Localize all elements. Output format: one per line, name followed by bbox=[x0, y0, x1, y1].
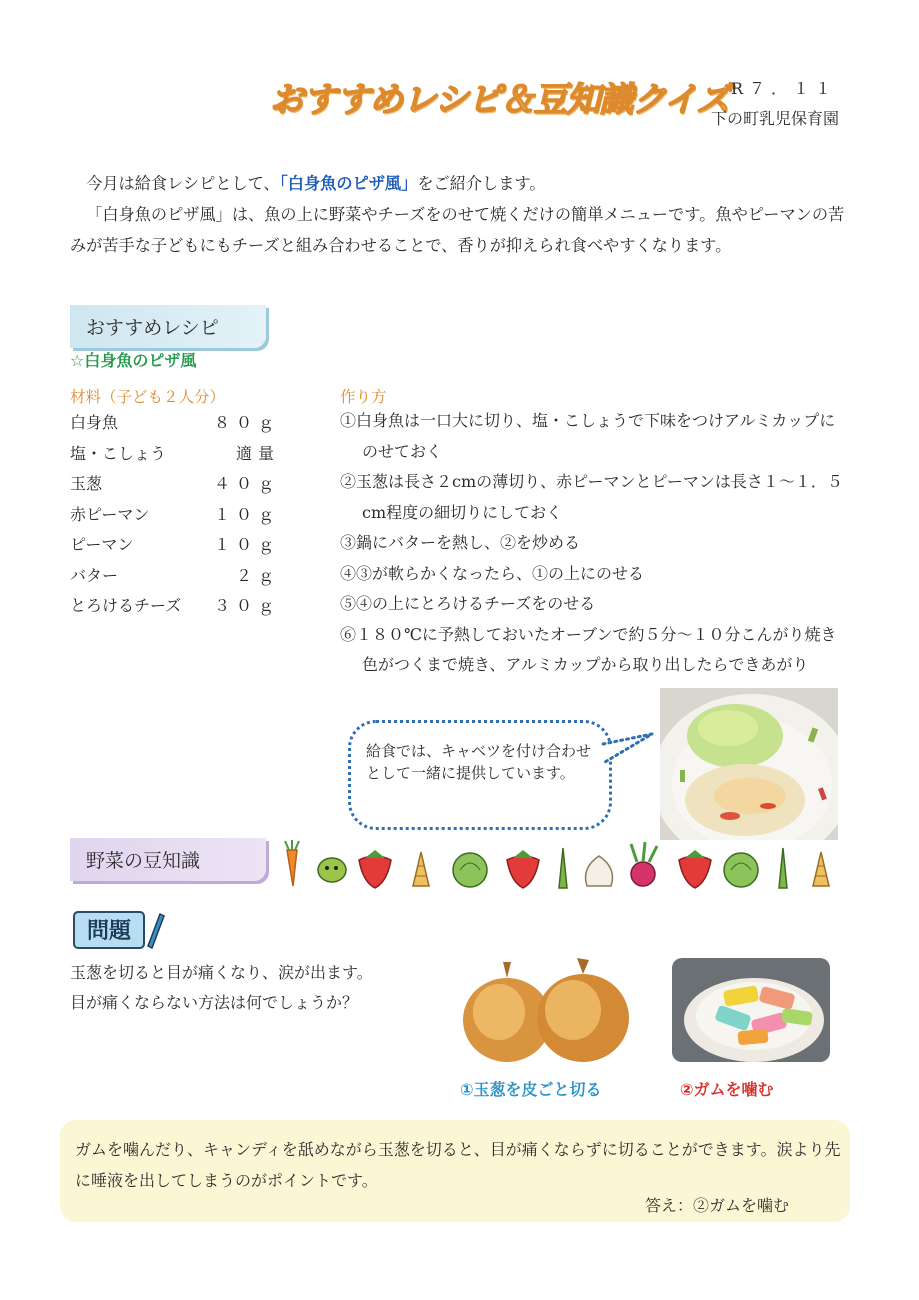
quiz-option-2: ②ガムを噛む bbox=[680, 1080, 774, 1099]
steps-header: 作り方 bbox=[340, 388, 387, 406]
vegetable-illustrations bbox=[275, 838, 845, 893]
step-item: ②玉葱は長さ２cmの薄切り、赤ピーマンとピーマンは長さ１～１．５cm程度の細切りにしておく bbox=[340, 472, 843, 522]
garlic-icon bbox=[586, 856, 613, 886]
intro-highlight: 「白身魚のピザ風」 bbox=[279, 174, 418, 193]
intro-line1 bbox=[70, 168, 845, 199]
step-item: ①白身魚は一口大に切り、塩・こしょうで下味をつけアルミカップにのせておく bbox=[340, 411, 836, 461]
step-item: ⑤④の上にとろけるチーズをのせる bbox=[340, 594, 596, 613]
ingredient-row bbox=[70, 439, 280, 470]
dish-name: ☆白身魚のピザ風 bbox=[70, 351, 197, 370]
bean-icon bbox=[318, 858, 346, 882]
step-item: ④③が軟らかくなったら、①の上にのせる bbox=[340, 563, 645, 583]
ingredient-row bbox=[70, 500, 280, 531]
onion-photo bbox=[455, 958, 635, 1068]
gum-photo bbox=[672, 958, 830, 1062]
speech-bubble-tail bbox=[600, 730, 660, 770]
asparagus-icon bbox=[779, 848, 787, 888]
question-line2: 目が痛くならない方法は何でしょうか？ bbox=[70, 993, 359, 1012]
strawberry-icon bbox=[507, 850, 539, 888]
intro-line1-pre: 今月は給食レシピとして、 bbox=[86, 174, 280, 193]
question-line1: 玉葱を切ると目が痛くなり、涙が出ます。 bbox=[70, 963, 373, 982]
ingredient-amount: ２ｇ bbox=[235, 565, 280, 585]
cabbage-icon bbox=[724, 853, 758, 887]
ingredients-header: 材料（子ども２人分） bbox=[70, 388, 226, 406]
strawberry-icon bbox=[359, 850, 391, 888]
steps-list bbox=[340, 406, 845, 681]
radish-icon bbox=[631, 842, 657, 886]
ingredient-name: 玉葱 bbox=[70, 474, 103, 493]
step-item: ③鍋にバターを熱し、②を炒める bbox=[340, 533, 581, 552]
ingredient-amount: ３０ｇ bbox=[213, 596, 280, 615]
page-title: おすすめレシピ＆豆知識クイズ bbox=[270, 80, 730, 120]
step-item: ⑥１８０℃に予熱しておいたオーブンで約５分～１０分こんがり焼き色がつくまで焼き、アルミカップから取り出したらできあがり bbox=[340, 624, 837, 674]
quiz-question bbox=[70, 958, 373, 1018]
bubble-note: 給食では、キャベツを付け合わせとして一緒に提供しています。 bbox=[366, 742, 592, 782]
bamboo-shoot-icon bbox=[413, 852, 429, 886]
ingredient-name: とろけるチーズ bbox=[70, 596, 182, 615]
recipe-section-tab: おすすめレシピ bbox=[70, 305, 266, 348]
ingredient-name: 白身魚 bbox=[70, 413, 119, 432]
trivia-section-tab: 野菜の豆知識 bbox=[70, 838, 266, 881]
asparagus-icon bbox=[559, 848, 567, 888]
quiz-badge-icon bbox=[72, 908, 166, 952]
issue-date: R７．１１ bbox=[730, 79, 837, 98]
ingredient-amount: １０ｇ bbox=[213, 504, 280, 524]
quiz-option-1: ①玉葱を皮ごと切る bbox=[460, 1080, 602, 1099]
cabbage-icon bbox=[453, 853, 487, 887]
ingredient-name: ピーマン bbox=[70, 535, 134, 554]
ingredient-name: 塩・こしょう bbox=[70, 443, 167, 463]
ingredient-amount: １０ｇ bbox=[213, 535, 280, 554]
ingredients-list bbox=[70, 408, 280, 622]
ingredient-row bbox=[70, 408, 280, 439]
intro-line1-post: をご紹介します。 bbox=[417, 174, 546, 193]
intro-paragraph2: 「白身魚のピザ風」は、魚の上に野菜やチーズをのせて焼くだけの簡単メニューです。魚やピーマンの苦みが苦手な子どもにもチーズと組み合わせることで、香りが抑えられ食べやすくなります。 bbox=[70, 205, 845, 255]
answer-label: 答え：②ガムを噛む bbox=[645, 1196, 790, 1215]
bamboo-shoot-icon bbox=[813, 852, 829, 886]
answer-explanation: ガムを噛んだり、キャンディを舐めながら玉葱を切ると、目が痛くならずに切ることができます。涙より先に唾液を出してしまうのがポイントです。 bbox=[75, 1140, 841, 1190]
dish-photo bbox=[660, 688, 838, 840]
quiz-badge-label: 問題 bbox=[86, 919, 132, 944]
school-name: 下の町乳児保育園 bbox=[710, 109, 839, 128]
ingredient-amount: ８０ｇ bbox=[213, 413, 280, 432]
ingredient-amount: ４０ｇ bbox=[213, 474, 280, 493]
ingredient-row bbox=[70, 530, 280, 561]
ingredient-name: 赤ピーマン bbox=[70, 504, 150, 524]
ingredient-row bbox=[70, 591, 280, 622]
carrot-icon bbox=[285, 840, 299, 886]
ingredient-row bbox=[70, 561, 280, 592]
ingredient-amount: 適量 bbox=[235, 443, 280, 463]
ingredient-name: バター bbox=[70, 565, 119, 585]
intro-text bbox=[70, 168, 845, 261]
strawberry-icon bbox=[679, 850, 711, 888]
ingredient-row bbox=[70, 469, 280, 500]
